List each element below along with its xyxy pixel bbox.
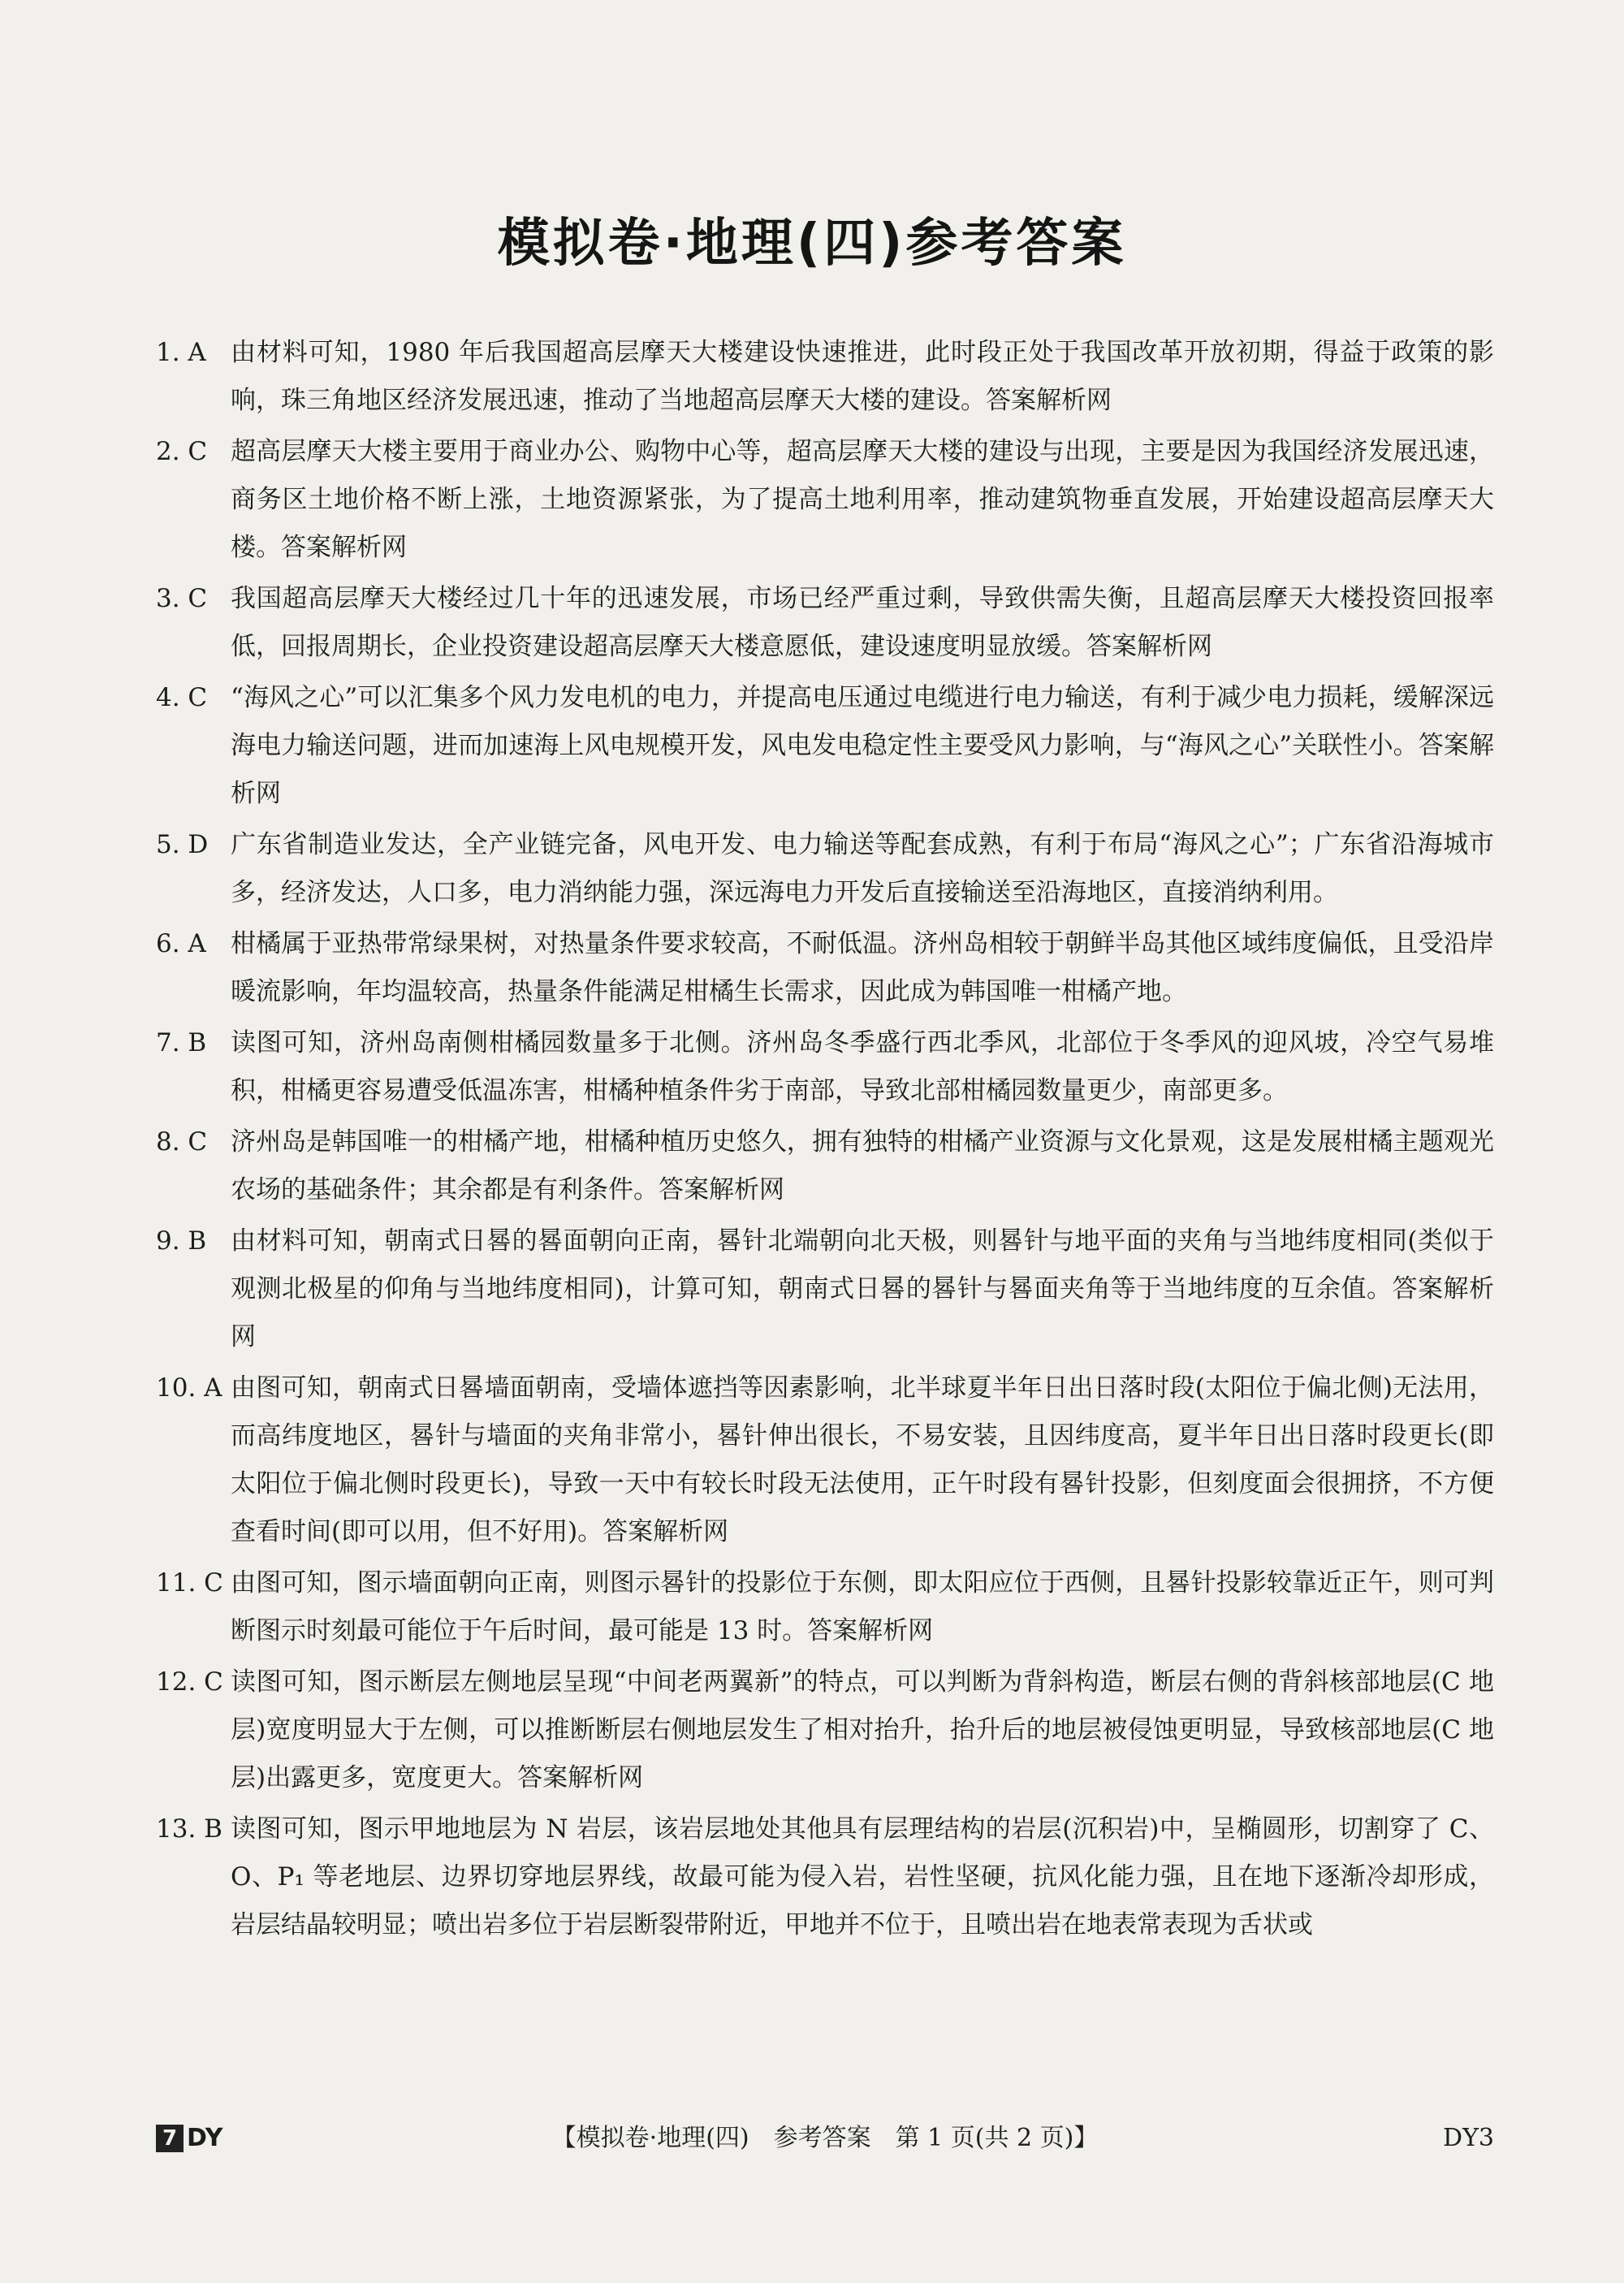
- answer-number: 12. C: [156, 1667, 223, 1697]
- answer-item: [156, 920, 1494, 1016]
- answer-item: [156, 1559, 1494, 1655]
- answer-explanation: 由图可知，朝南式日晷墙面朝南，受墙体遮挡等因素影响，北半球夏半年日出日落时段(太阳位于偏北侧)无法用，而高纬度地区，晷针与墙面的夹角非常小，晷针伸出很长，不易安装，且因纬度高，夏半年日出日落时段更长(即太阳位于偏北侧时段更长)，导致一天中有较长时段无法使用，正午时段有晷针投影，但刻度面会很拥挤，不方便查看时间(即可以用，但不好用)。答案解析网: [231, 1373, 1494, 1546]
- answer-explanation: 柑橘属于亚热带常绿果树，对热量条件要求较高，不耐低温。济州岛相较于朝鲜半岛其他区域纬度偏低，且受沿岸暖流影响，年均温较高，热量条件能满足柑橘生长需求，因此成为韩国唯一柑橘产地。: [231, 929, 1494, 1006]
- answer-item: [156, 428, 1494, 572]
- page-footer: [156, 2118, 1494, 2159]
- answer-number: 13. B: [156, 1814, 222, 1844]
- page-title: 模拟卷·地理(四)参考答案: [497, 214, 1127, 274]
- answer-explanation: 超高层摩天大楼主要用于商业办公、购物中心等，超高层摩天大楼的建设与出现，主要是因为我国经济发展迅速，商务区土地价格不断上涨，土地资源紧张，为了提高土地利用率，推动建筑物垂直发展，开始建设超高层摩天大楼。答案解析网: [231, 437, 1494, 562]
- answer-explanation: 读图可知，图示甲地地层为 N 岩层，该岩层地处其他具有层理结构的岩层(沉积岩)中，呈椭圆形，切割穿了 C、O、P₁ 等老地层、边界切穿地层界线，故最可能为侵入岩，岩性坚硬，抗风化能力强，且在地下逐渐冷却形成，岩层结晶较明显；喷出岩多位于岩层断裂带附近，甲地并不位于，且喷出岩在地表常表现为舌状或: [231, 1814, 1494, 1939]
- answer-number: 10. A: [156, 1373, 222, 1403]
- answer-number: 9. B: [156, 1226, 207, 1256]
- answer-item: [156, 1019, 1494, 1115]
- answer-item: [156, 575, 1494, 671]
- answer-explanation: 由材料可知，朝南式日晷的晷面朝向正南，晷针北端朝向北天极，则晷针与地平面的夹角与当地纬度相同(类似于观测北极星的仰角与当地纬度相同)，计算可知，朝南式日晷的晷针与晷面夹角等于当地纬度的互余值。答案解析网: [231, 1226, 1494, 1351]
- answer-number: 5. D: [156, 830, 209, 859]
- answer-list: [156, 329, 1494, 1952]
- publisher-logo-icon: 7: [156, 2125, 184, 2152]
- answer-item: [156, 674, 1494, 818]
- answer-explanation: 由图可知，图示墙面朝向正南，则图示晷针的投影位于东侧，即太阳应位于西侧，且晷针投影较靠近正午，则可判断图示时刻最可能位于午后时间，最可能是 13 时。答案解析网: [231, 1568, 1494, 1645]
- answer-explanation: 广东省制造业发达，全产业链完备，风电开发、电力输送等配套成熟，有利于布局“海风之心”；广东省沿海城市多，经济发达，人口多，电力消纳能力强，深远海电力开发后直接输送至沿海地区，直接消纳利用。: [231, 830, 1494, 907]
- answer-number: 2. C: [156, 437, 208, 466]
- answer-number: 7. B: [156, 1028, 207, 1057]
- answer-number: 1. A: [156, 338, 206, 367]
- answer-explanation: 读图可知，济州岛南侧柑橘园数量多于北侧。济州岛冬季盛行西北季风，北部位于冬季风的迎风坡，冷空气易堆积，柑橘更容易遭受低温冻害，柑橘种植条件劣于南部，导致北部柑橘园数量更少，南部更多。: [231, 1028, 1494, 1105]
- answer-item: [156, 329, 1494, 425]
- answer-item: [156, 821, 1494, 917]
- answer-explanation: 由材料可知，1980 年后我国超高层摩天大楼建设快速推进，此时段正处于我国改革开放初期，得益于政策的影响，珠三角地区经济发展迅速，推动了当地超高层摩天大楼的建设。答案解析网: [231, 338, 1494, 415]
- answer-number: 6. A: [156, 929, 206, 958]
- answer-item: [156, 1364, 1494, 1556]
- answer-explanation: 读图可知，图示断层左侧地层呈现“中间老两翼新”的特点，可以判断为背斜构造，断层右侧的背斜核部地层(C 地层)宽度明显大于左侧，可以推断断层右侧地层发生了相对抬升，抬升后的地层被侵蚀更明显，导致核部地层(C 地层)出露更多，宽度更大。答案解析网: [231, 1667, 1494, 1792]
- answer-item: [156, 1658, 1494, 1802]
- answer-explanation: 济州岛是韩国唯一的柑橘产地，柑橘种植历史悠久，拥有独特的柑橘产业资源与文化景观，这是发展柑橘主题观光农场的基础条件；其余都是有利条件。答案解析网: [231, 1127, 1494, 1204]
- answer-explanation: “海风之心”可以汇集多个风力发电机的电力，并提高电压通过电缆进行电力输送，有利于减少电力损耗，缓解深远海电力输送问题，进而加速海上风电规模开发，风电发电稳定性主要受风力影响，与“海风之心”关联性小。答案解析网: [231, 683, 1494, 808]
- answer-number: 8. C: [156, 1127, 208, 1157]
- footer-code-right: DY3: [1443, 2124, 1494, 2152]
- footer-page-info: 【模拟卷·地理(四) 参考答案 第 1 页(共 2 页)】: [551, 2124, 1099, 2152]
- footer-code-left: DY: [187, 2124, 223, 2152]
- answer-item: [156, 1118, 1494, 1214]
- answer-item: [156, 1805, 1494, 1949]
- answer-explanation: 我国超高层摩天大楼经过几十年的迅速发展，市场已经严重过剩，导致供需失衡，且超高层摩天大楼投资回报率低，回报周期长，企业投资建设超高层摩天大楼意愿低，建设速度明显放缓。答案解析网: [231, 584, 1494, 661]
- answer-number: 4. C: [156, 683, 208, 712]
- answer-item: [156, 1217, 1494, 1361]
- answer-number: 3. C: [156, 584, 208, 613]
- answer-number: 11. C: [156, 1568, 223, 1598]
